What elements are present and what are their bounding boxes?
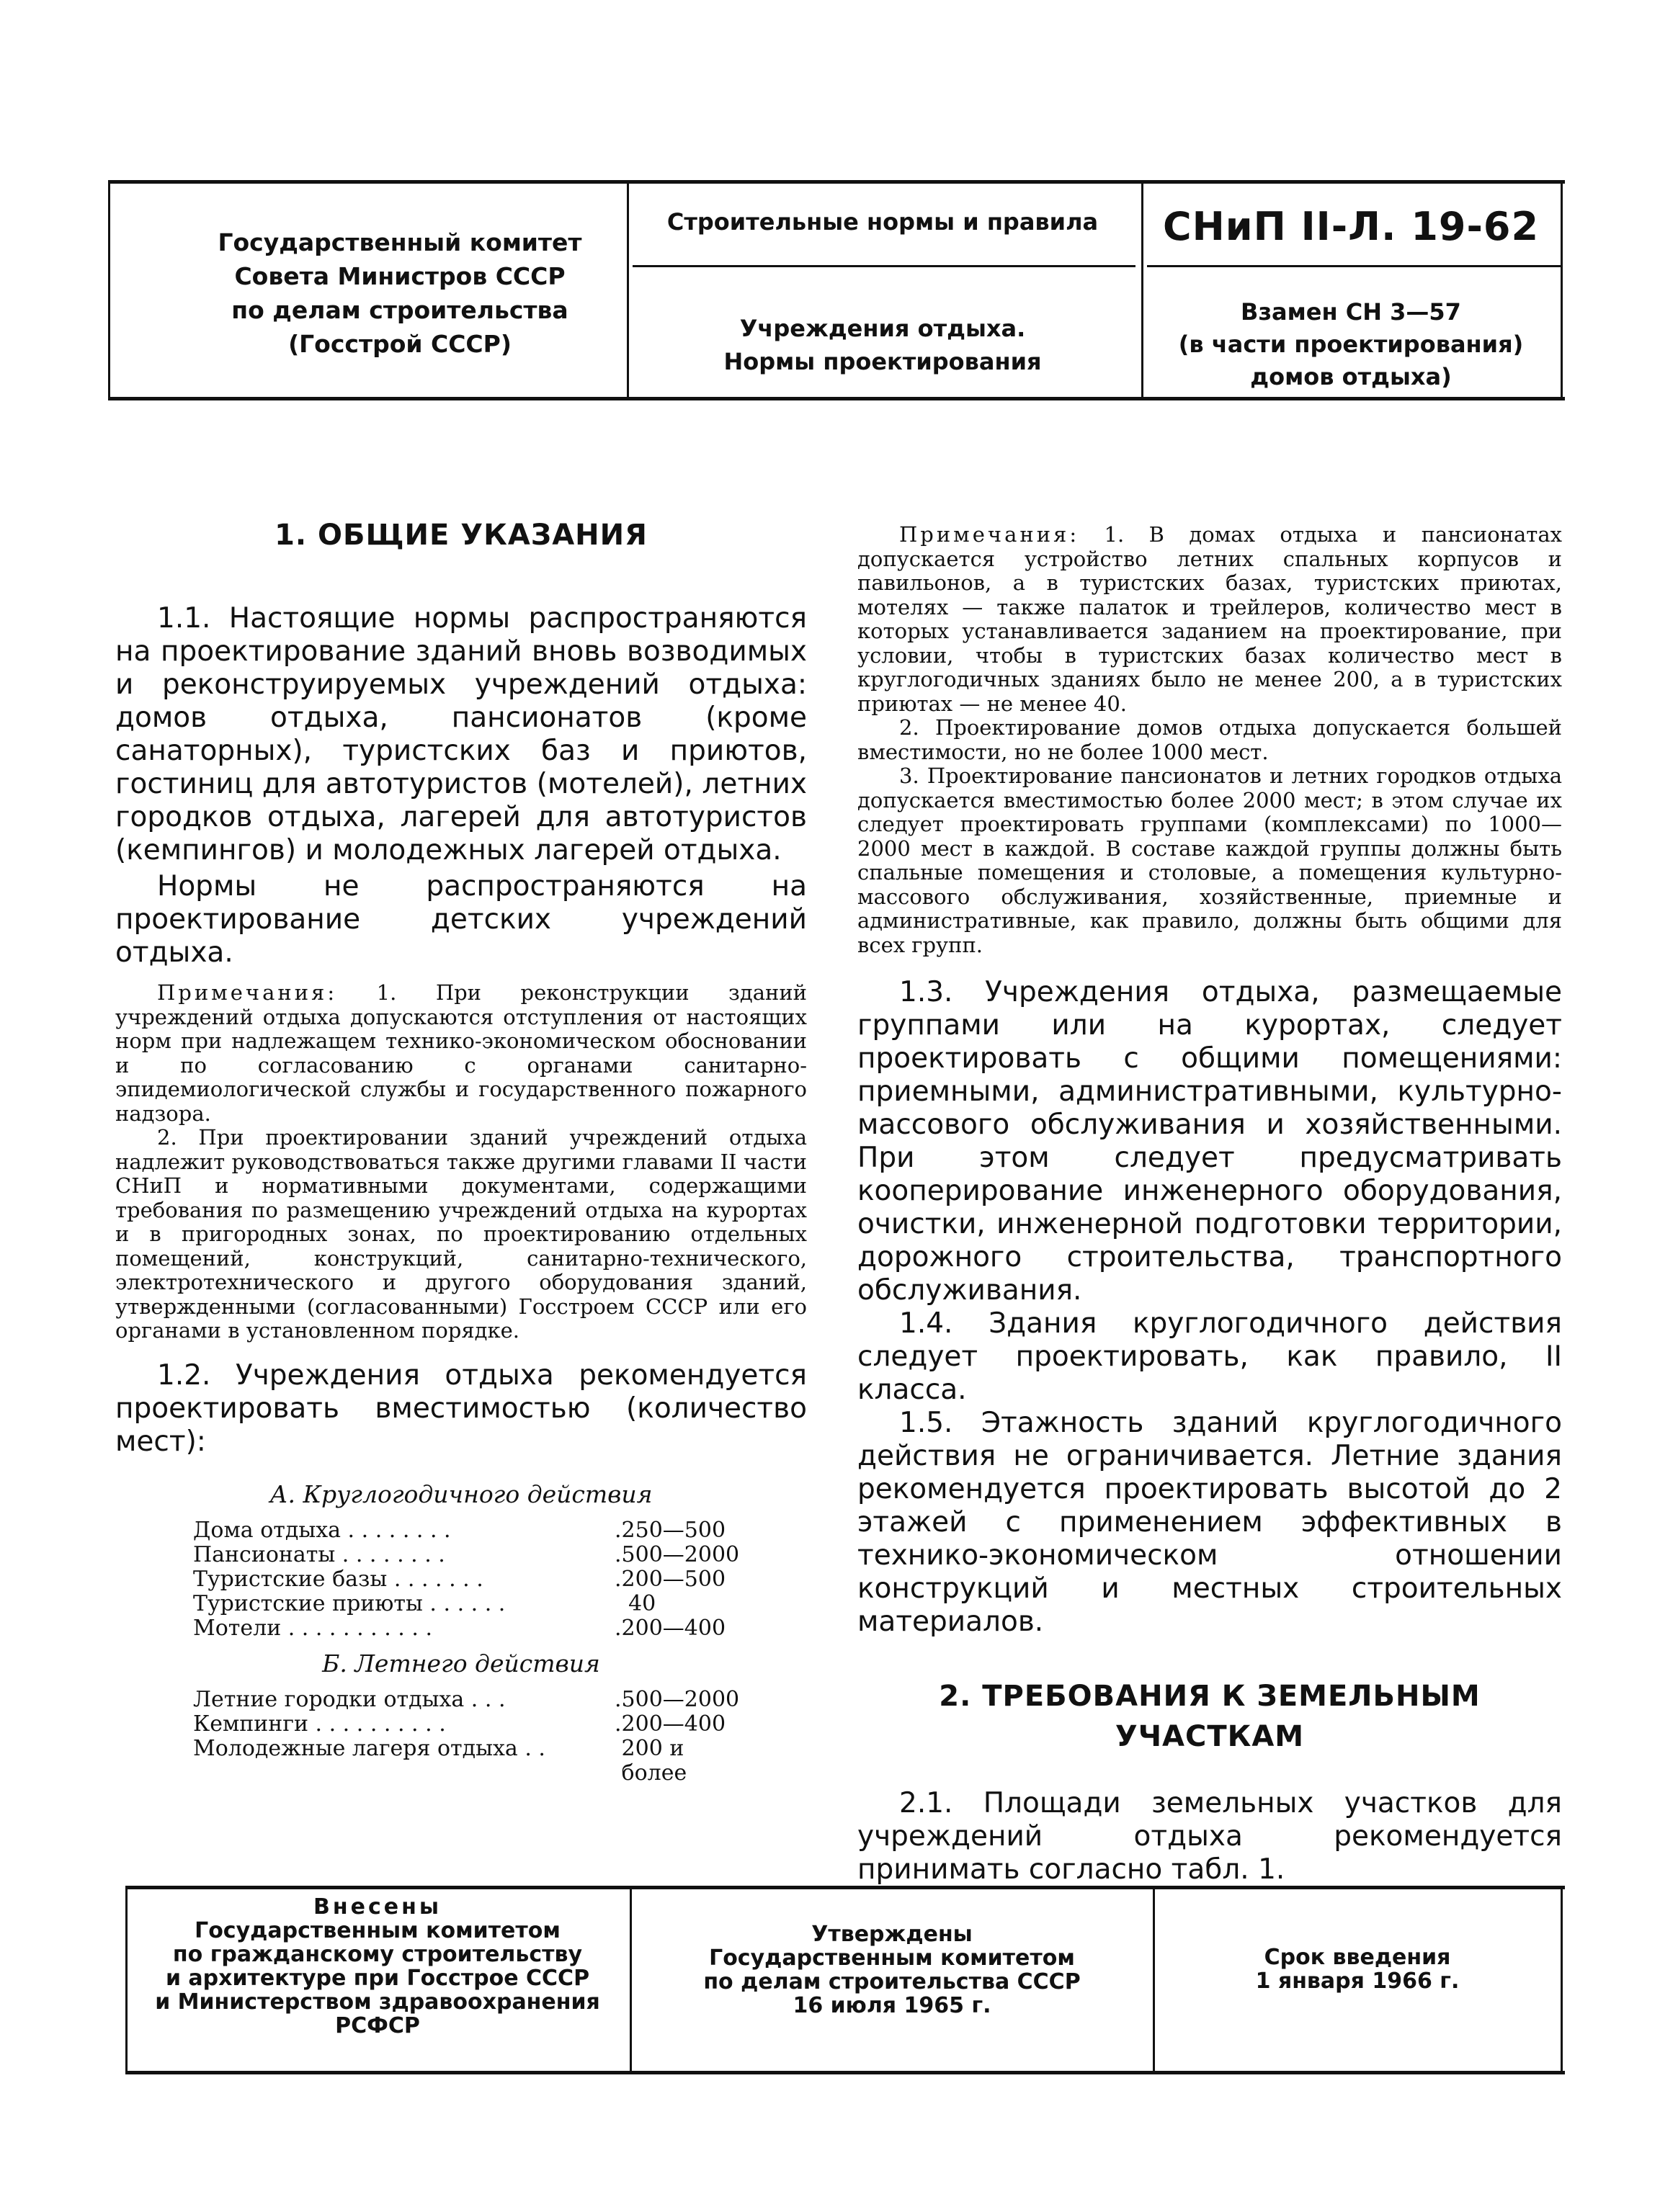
replaces-line: (в части проектирования) [1178,331,1524,358]
introduced-label: Внесены [313,1894,442,1920]
capacity-value: .200—400 [615,1615,726,1641]
para-1-4-text: 1.4. Здания круглогодичного действия следует проектировать, как правило, II класса. [857,1307,1562,1406]
doc-type: Строительные нормы и правила [666,208,1099,236]
capacity-value: 200 и [615,1735,684,1761]
para-2-1-text: 2.1. Площади земельных участков для учреждений отдыха рекомендуется принимать согласно табл. 1. [857,1787,1562,1886]
introduced-line: по гражданскому строительству [172,1942,583,1967]
note1-1 [115,981,807,1126]
capacity-name: Пансионаты . . . . . . . . [193,1541,445,1567]
section2-heading [857,1676,1562,1757]
approved-line: по делам строительства СССР [703,1969,1081,1994]
footer-border-left [125,1889,128,2071]
left-column [115,519,807,1786]
capacity-list-a [193,1518,807,1641]
capacity-row [193,1688,807,1712]
para-1-2 [115,1359,807,1459]
approved-line: 16 июля 1965 г. [793,1993,991,2018]
para-1-2-text: 1.2. Учреждения отдыха рекомендуется проектировать вместимостью (количество мест): [115,1358,807,1458]
approved-line: Утверждены [811,1922,973,1947]
introduced-line: Государственным комитетом [195,1918,561,1943]
capacity-value: .500—2000 [615,1686,740,1712]
issuer-line: Совета Министров СССР [234,262,566,290]
footer-divider-1 [630,1889,632,2071]
header-table [108,180,1565,400]
capacity-value: .200—500 [615,1566,726,1592]
issuer-line: Государственный комитет [218,228,582,256]
doc-title [630,312,1135,378]
replaces-line: Взамен СН 3—57 [1241,298,1461,326]
capacity-name: Молодежные лагеря отдыха . . [193,1735,545,1761]
note1-label: Примечания: [157,980,338,1005]
note2-2-text: 2. Проектирование домов отдыха допускается большей вместимости, но не более 1000 мест. [857,715,1562,764]
capacity-name: Туристские базы . . . . . . . [193,1566,483,1592]
para-1-1b-text: Нормы не распространяются на проектирование детских учреждений отдыха. [115,870,807,969]
capacity-group-b: Б. Летнего действия [322,1649,600,1678]
para-1-3 [857,976,1562,1307]
para-1-1b [115,870,807,970]
doc-title-line: Нормы проектирования [723,348,1042,375]
note2-3 [857,764,1562,957]
note2-1 [857,523,1562,716]
section2-heading-line: УЧАСТКАМ [1115,1720,1305,1753]
capacity-group-a: А. Круглогодичного действия [269,1479,653,1508]
capacity-list-b [193,1688,807,1786]
capacity-value: более [615,1760,687,1786]
effective-line: Срок введения [1264,1945,1451,1970]
capacity-value: .500—2000 [615,1541,740,1567]
effective-line: 1 января 1966 г. [1255,1969,1460,1994]
issuer-block [137,225,663,361]
header-border-right [1561,184,1563,397]
note1-2 [115,1126,807,1343]
approved-block [638,1922,1146,2018]
header-rule-right [1147,265,1561,267]
capacity-row [193,1616,807,1641]
para-1-5-text: 1.5. Этажность зданий круглогодичного действия не ограничивается. Летние здания рекомендуется проектировать высотой до 2 этажей с применением эффективных в технико-экономическом отношении конструкций и местных строительных материалов. [857,1407,1562,1638]
capacity-name: Туристские приюты . . . . . . [193,1590,506,1616]
para-2-1 [857,1787,1562,1886]
replaces-block [1149,296,1553,393]
capacity-name: Летние городки отдыха . . . [193,1686,506,1712]
doc-title-line: Учреждения отдыха. [739,315,1026,342]
header-border-left [108,184,110,397]
capacity-name: Кемпинги . . . . . . . . . . [193,1711,446,1737]
capacity-name: Мотели . . . . . . . . . . . [193,1615,432,1641]
issuer-line: (Госстрой СССР) [288,330,512,358]
introduced-line: и Министерством здравоохранения [155,1989,600,2015]
approved-line: Государственным комитетом [709,1945,1075,1971]
introduced-line: и архитектуре при Госстрое СССР [165,1966,590,1991]
header-divider-2 [1141,184,1143,397]
section2-heading-line: 2. ТРЕБОВАНИЯ К ЗЕМЕЛЬНЫМ [939,1680,1481,1713]
note2-3-text: 3. Проектирование пансионатов и летних городков отдыха допускается вместимостью более 2000 мест; в этом случае их следует проектировать группами (комплексами) по 1000—2000 мест в каждой. В составе каждой группы должны быть спальные помещения и столовые, а помещения культурно-массового обслуживания, хозяйственные, приемные и административные, как правило, должны быть общими для всех групп. [857,764,1562,957]
capacity-name: Дома отдыха . . . . . . . . [193,1517,451,1543]
introduced-block [133,1895,622,2038]
para-1-4 [857,1307,1562,1407]
note1-1-text: 1. При реконструкции зданий учреждений отдыха допускаются отступления от настоящих норм при надлежащем технико-экономическом обосновании и по согласованию с органами санитарно-эпидемиологической службы и государственного пожарного надзора. [115,980,807,1126]
capacity-row [193,1518,807,1543]
capacity-row [193,1567,807,1592]
note2-1-text: 1. В домах отдыха и пансионатах допускается устройство летних спальных корпусов и павильонов, а в туристских базах, туристских приютах, мотелях — также палаток и трейлеров, количество мест в которых устанавливается заданием на проектирование, при условии, чтобы в туристских базах количество мест в круглогодичных зданиях было не менее 200, а в туристских приютах — не менее 40. [857,522,1562,716]
doc-code: СНиП II-Л. 19-62 [1162,204,1540,249]
replaces-line: домов отдыха) [1250,363,1452,390]
footer-table [125,1886,1565,2074]
footer-divider-2 [1153,1889,1155,2071]
note1-2-text: 2. При проектировании зданий учреждений отдыха надлежит руководствоваться также другими главами II части СНиП и нормативными документами, содержащими требования по размещению учреждений отдыха на курортах и в пригородных зонах, по проектированию отдельных помещений, конструкций, санитарно-технического, электротехнического и другого оборудования зданий, утвержденными (согласованными) Госстроем СССР или его органами в установленном порядке. [115,1125,807,1343]
issuer-line: по делам строительства [231,296,568,324]
para-1-5 [857,1407,1562,1639]
capacity-row [193,1592,807,1616]
introduced-line: РСФСР [335,2013,420,2038]
section1-heading: 1. ОБЩИЕ УКАЗАНИЯ [275,519,648,552]
capacity-value: .200—400 [615,1711,726,1737]
right-column [857,523,1562,1886]
para-1-3-text: 1.3. Учреждения отдыха, размещаемые группами или на курортах, следует проектировать с общими помещениями: приемными, административными, культурно-массового обслуживания и хозяйственными. При этом следует предусматривать кооперирование инженерного оборудования, очистки, инженерной подготовки территории, дорожного строительства, транспортного обслуживания. [857,976,1562,1307]
header-rule-mid [633,265,1135,267]
para-1-1-text: 1.1. Настоящие нормы распространяются на проектирование зданий вновь возводимых и реконструируемых учреждений отдыха: домов отдыха, пансионатов (кроме санаторных), туристских баз и приютов, гостиниц для автотуристов (мотелей), летних городков отдыха, лагерей для автотуристов (кемпингов) и молодежных лагерей отдыха. [115,602,807,867]
capacity-row [193,1543,807,1567]
capacity-row [193,1737,807,1761]
note2-2 [857,716,1562,764]
capacity-value: .250—500 [615,1517,726,1543]
capacity-value: 40 [615,1590,656,1616]
note2-label: Примечания: [899,522,1080,547]
capacity-row [193,1712,807,1737]
para-1-1 [115,602,807,867]
effective-block [1160,1945,1555,1993]
footer-border-right [1561,1889,1563,2071]
capacity-row [193,1761,807,1786]
